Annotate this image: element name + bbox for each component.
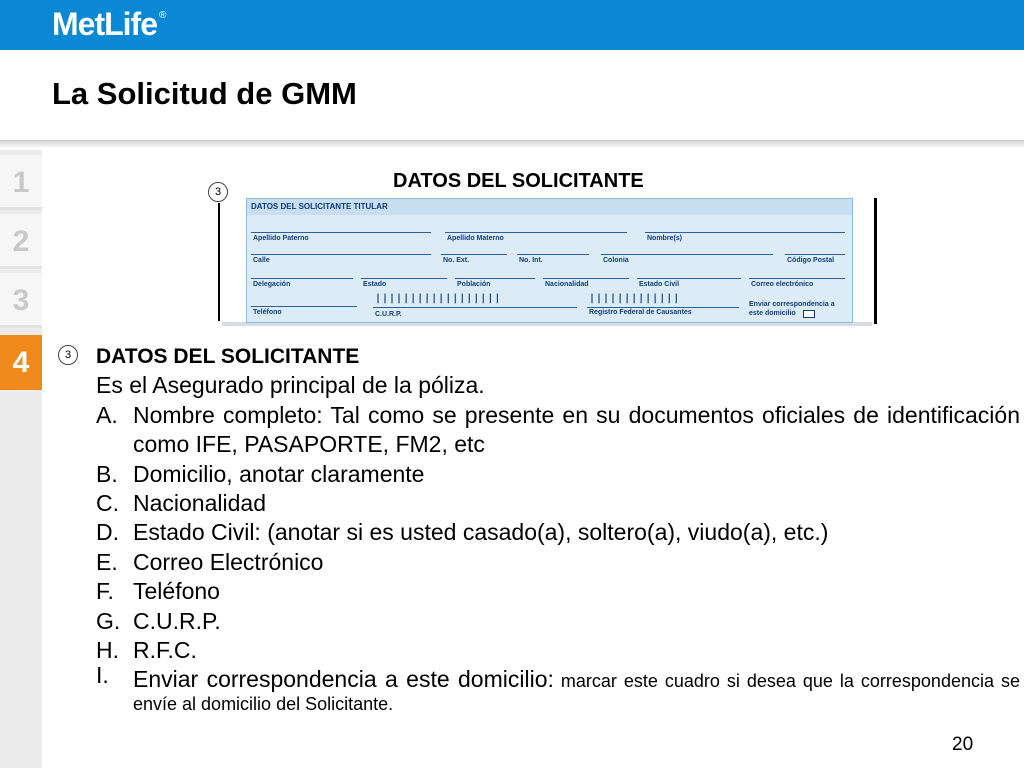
list-item: H. R.F.C.: [96, 637, 197, 664]
curp-boxes: ||||||||||||||||||: [375, 293, 502, 304]
form-edge: [874, 198, 877, 324]
field-label: Estado Civil: [639, 281, 680, 288]
field-label: Delegación: [253, 281, 291, 288]
list-item: G. C.U.R.P.: [96, 607, 221, 634]
field-label: Calle: [253, 257, 270, 264]
page-number: 20: [952, 734, 974, 755]
list-item: F. Teléfono: [96, 578, 220, 605]
field-label: Estado: [363, 281, 387, 288]
field-label: Población: [457, 281, 491, 288]
field-label: Apellido Paterno: [253, 235, 309, 242]
mail-option-label: este domicilio: [749, 310, 796, 317]
applicant-form-image: [246, 198, 853, 323]
field-label: Nacionalidad: [545, 281, 589, 288]
form-caption: DATOS DEL SOLICITANTE: [393, 170, 644, 192]
list-item: D. Estado Civil: (anotar si es usted casado(a), soltero(a), viudo(a), etc.): [96, 519, 829, 546]
form-marker-3: 3: [208, 182, 228, 202]
content-body: [96, 342, 1020, 714]
list-item: B. Domicilio, anotar claramente: [96, 460, 425, 487]
list-item: C. Nacionalidad: [96, 490, 266, 517]
title-divider: [0, 140, 1024, 147]
field-label: No. Int.: [519, 257, 543, 264]
step-3[interactable]: 3: [0, 273, 42, 328]
field-label: Código Postal: [787, 257, 835, 264]
field-label: Registro Federal de Causantes: [589, 309, 692, 316]
step-1[interactable]: 1: [0, 155, 42, 210]
field-label: Nombre(s): [647, 235, 683, 242]
field-label: C.U.R.P.: [375, 311, 402, 318]
field-label: Colonia: [603, 257, 629, 264]
mail-option-label: Enviar correspondencia a: [749, 301, 835, 308]
mail-checkbox: [803, 310, 815, 318]
section-heading: DATOS DEL SOLICITANTE: [96, 345, 360, 368]
marker-line: [218, 203, 220, 321]
form-header: DATOS DEL SOLICITANTE TITULAR: [247, 199, 852, 215]
field-label: Correo electrónico: [751, 281, 814, 288]
page-title: La Solicitud de GMM: [52, 76, 357, 111]
step-4-active[interactable]: 4: [0, 335, 42, 390]
rfc-boxes: |||||||||||||: [589, 293, 681, 304]
list-item: I. Enviar correspondencia a este domicilio: marcar este cuadro si desea que la correspondencia se envíe al domicilio del Solicitante.: [96, 662, 1020, 715]
field-label: No. Ext.: [443, 257, 470, 264]
metlife-logo: MetLife ®: [52, 6, 166, 42]
field-label: Apellido Materno: [447, 235, 504, 242]
list-item: A. Nombre completo: Tal como se presente en su documentos oficiales de identificación como IFE, PASAPORTE, FM2, etc: [96, 401, 1020, 458]
header-bar: [0, 0, 1024, 50]
content-marker-3: 3: [58, 345, 78, 365]
field-label: Teléfono: [253, 309, 282, 316]
intro-text: Es el Asegurado principal de la póliza.: [96, 372, 485, 399]
step-2[interactable]: 2: [0, 214, 42, 269]
list-item: E. Correo Electrónico: [96, 548, 324, 575]
